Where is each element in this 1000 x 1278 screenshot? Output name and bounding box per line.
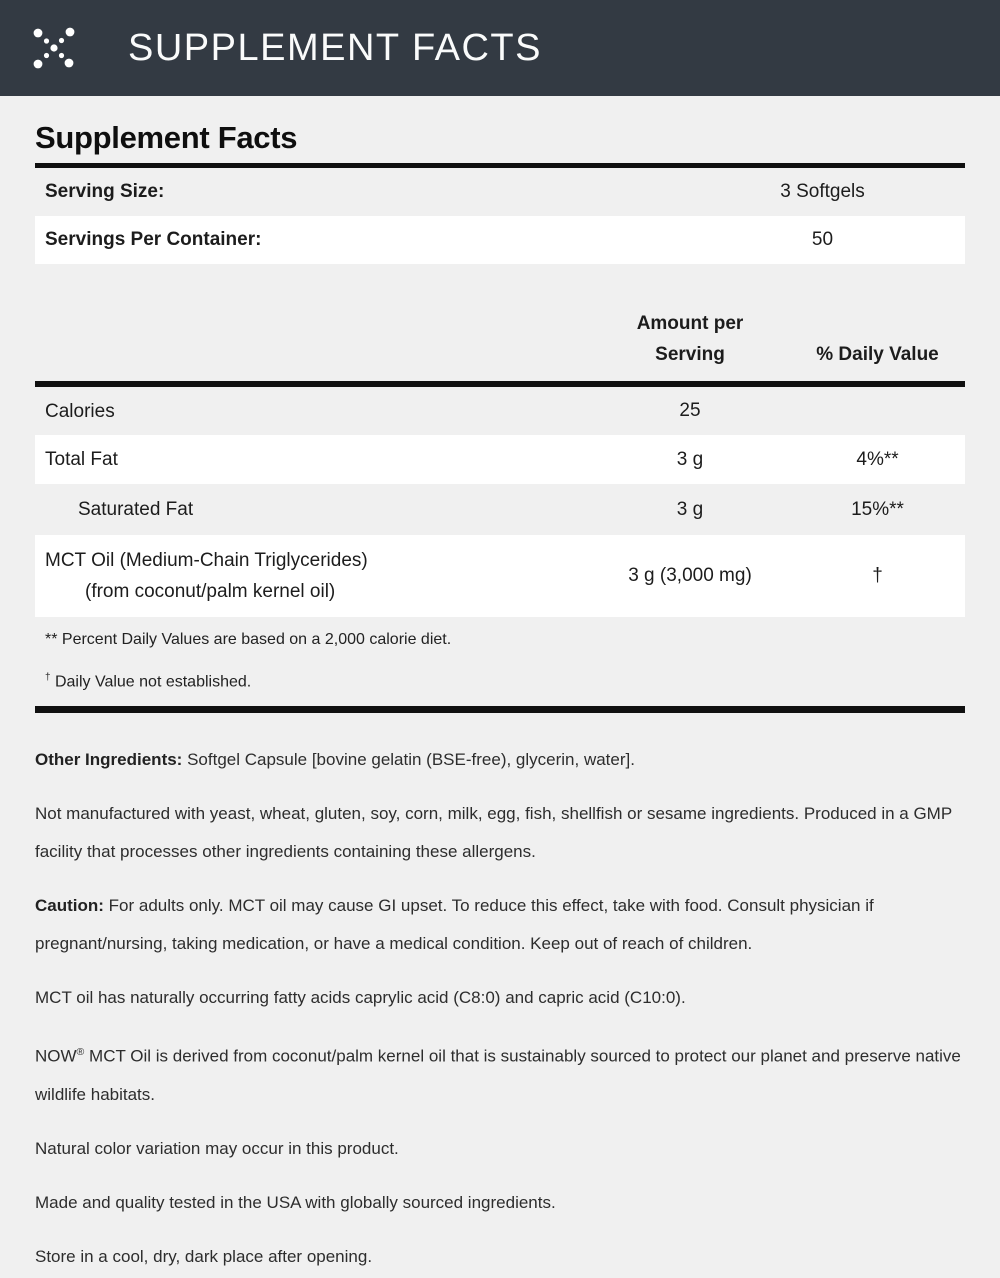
divider-bottom xyxy=(35,706,965,713)
paragraph-text: Store in a cool, dry, dark place after opening. xyxy=(35,1246,373,1266)
paragraph-color-variation xyxy=(35,1130,965,1168)
paragraph-text: Natural color variation may occur in this product. xyxy=(35,1138,399,1158)
amount-header-line1: Amount per xyxy=(636,313,744,334)
paragraph-other-ingredients xyxy=(35,741,965,779)
nutrient-label: Saturated Fat xyxy=(78,499,194,520)
serving-size-row xyxy=(35,168,965,216)
footnote-dagger-text: Daily Value not established. xyxy=(50,673,252,691)
amount-per-serving-header xyxy=(590,308,790,370)
nutrient-amount: 3 g xyxy=(676,498,704,520)
section-title: SUPPLEMENT FACTS xyxy=(128,26,542,69)
nutrient-amount: 3 g xyxy=(676,448,704,470)
product-info-paragraphs xyxy=(0,713,1000,1276)
paragraph-storage xyxy=(35,1238,965,1276)
footnote-daily-value-not-established xyxy=(35,668,965,692)
table-row-mct-oil xyxy=(35,535,965,617)
paragraph-lead-in: Caution: xyxy=(35,896,104,916)
paragraph-allergens xyxy=(35,795,965,871)
table-row-saturated-fat xyxy=(35,484,965,535)
panel-heading: Supplement Facts xyxy=(35,120,298,155)
amount-header-line2: Serving xyxy=(655,344,725,365)
nutrient-label xyxy=(45,545,590,607)
column-headers-row xyxy=(35,308,965,381)
paragraph-lead-in: Other Ingredients: xyxy=(35,750,183,770)
paragraph-made-in-usa xyxy=(35,1184,965,1222)
dots-x-icon xyxy=(30,24,78,72)
servings-per-container-row xyxy=(35,216,965,264)
serving-size-value: 3 Softgels xyxy=(780,181,865,202)
paragraph-text: Softgel Capsule [bovine gelatin (BSE-free), glycerin, water]. xyxy=(182,750,635,770)
serving-size-label: Serving Size: xyxy=(45,181,165,202)
table-row-total-fat xyxy=(35,435,965,484)
servings-per-container-value: 50 xyxy=(811,229,834,250)
paragraph-text: Made and quality tested in the USA with globally sourced ingredients. xyxy=(35,1192,556,1212)
section-header-bar xyxy=(0,0,1000,96)
paragraph-text: MCT oil has naturally occurring fatty acids caprylic acid (C8:0) and capric acid (C10:0). xyxy=(35,988,686,1008)
paragraph-caution xyxy=(35,887,965,963)
dagger-symbol: † xyxy=(45,672,51,683)
nutrient-daily-value: † xyxy=(872,565,883,586)
nutrient-label-line2: (from coconut/palm kernel oil) xyxy=(85,581,336,602)
nutrient-label-line1: MCT Oil (Medium-Chain Triglycerides) xyxy=(45,550,368,571)
paragraph-text: MCT Oil is derived from coconut/palm kernel oil that is sustainably sourced to protect our planet and preserve native wildlife habitats. xyxy=(35,1046,961,1104)
registered-mark: ® xyxy=(76,1046,85,1059)
paragraph-text: Not manufactured with yeast, wheat, gluten, soy, corn, milk, egg, fish, shellfish or sesame ingredients. Produced in a GMP facility that processes other ingredients containing these allergens. xyxy=(35,804,952,862)
nutrient-amount: 3 g (3,000 mg) xyxy=(628,565,752,586)
nutrient-amount: 25 xyxy=(679,400,701,421)
servings-per-container-label: Servings Per Container: xyxy=(45,229,262,250)
paragraph-text: For adults only. MCT oil may cause GI upset. To reduce this effect, take with food. Consult physician if pregnant/nursing, taking medication, or have a medical condition. Keep out of reach of children. xyxy=(35,896,874,954)
nutrient-label: Total Fat xyxy=(45,449,118,470)
paragraph-sustainability xyxy=(35,1033,965,1114)
supplement-facts-panel xyxy=(0,118,1000,713)
brand-name: NOW xyxy=(35,1046,77,1066)
footnote-percent-daily-values: ** Percent Daily Values are based on a 2,000 calorie diet. xyxy=(45,631,452,648)
nutrient-label: Calories xyxy=(45,400,115,422)
nutrient-daily-value: 4%** xyxy=(856,448,899,470)
paragraph-fatty-acids xyxy=(35,979,965,1017)
nutrient-daily-value: 15%** xyxy=(851,498,904,520)
daily-value-header: % Daily Value xyxy=(816,344,939,365)
table-row-calories xyxy=(35,387,965,435)
